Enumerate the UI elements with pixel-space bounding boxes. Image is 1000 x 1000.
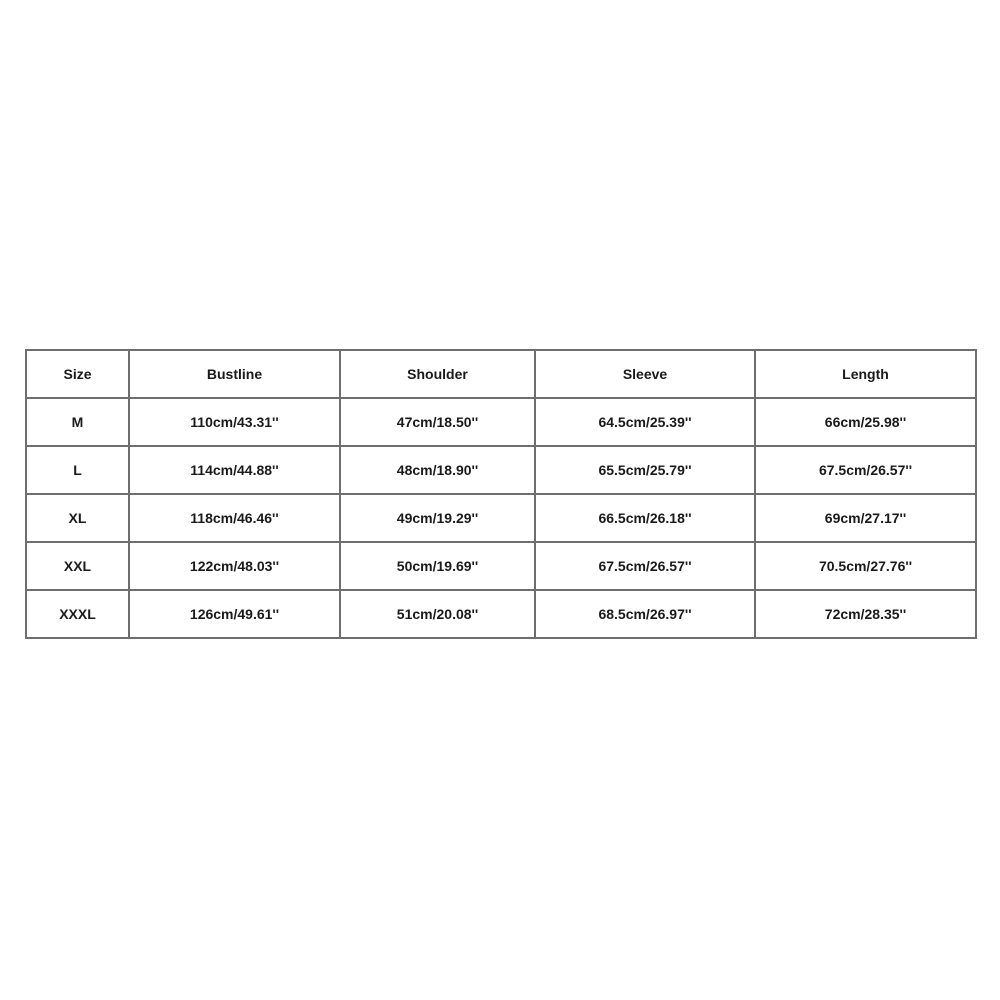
- cell-sleeve: 64.5cm/25.39'': [535, 398, 755, 446]
- table-row: [26, 398, 976, 446]
- header-size: Size: [26, 350, 129, 398]
- cell-size: XXL: [26, 542, 129, 590]
- cell-shoulder: 47cm/18.50'': [340, 398, 535, 446]
- cell-length: 70.5cm/27.76'': [755, 542, 976, 590]
- cell-sleeve: 67.5cm/26.57'': [535, 542, 755, 590]
- cell-shoulder: 48cm/18.90'': [340, 446, 535, 494]
- cell-size: L: [26, 446, 129, 494]
- cell-length: 66cm/25.98'': [755, 398, 976, 446]
- cell-size: XL: [26, 494, 129, 542]
- cell-bustline: 126cm/49.61'': [129, 590, 340, 638]
- header-shoulder: Shoulder: [340, 350, 535, 398]
- cell-shoulder: 49cm/19.29'': [340, 494, 535, 542]
- cell-bustline: 110cm/43.31'': [129, 398, 340, 446]
- cell-length: 67.5cm/26.57'': [755, 446, 976, 494]
- cell-shoulder: 50cm/19.69'': [340, 542, 535, 590]
- cell-length: 72cm/28.35'': [755, 590, 976, 638]
- table-row: [26, 542, 976, 590]
- header-length: Length: [755, 350, 976, 398]
- cell-size: XXXL: [26, 590, 129, 638]
- header-sleeve: Sleeve: [535, 350, 755, 398]
- header-bustline: Bustline: [129, 350, 340, 398]
- table-row: [26, 494, 976, 542]
- cell-size: M: [26, 398, 129, 446]
- cell-bustline: 114cm/44.88'': [129, 446, 340, 494]
- size-table: [25, 349, 977, 639]
- cell-shoulder: 51cm/20.08'': [340, 590, 535, 638]
- table-row: [26, 590, 976, 638]
- cell-length: 69cm/27.17'': [755, 494, 976, 542]
- size-chart: [25, 349, 975, 639]
- cell-sleeve: 65.5cm/25.79'': [535, 446, 755, 494]
- cell-bustline: 122cm/48.03'': [129, 542, 340, 590]
- cell-bustline: 118cm/46.46'': [129, 494, 340, 542]
- cell-sleeve: 68.5cm/26.97'': [535, 590, 755, 638]
- table-header-row: [26, 350, 976, 398]
- table-row: [26, 446, 976, 494]
- cell-sleeve: 66.5cm/26.18'': [535, 494, 755, 542]
